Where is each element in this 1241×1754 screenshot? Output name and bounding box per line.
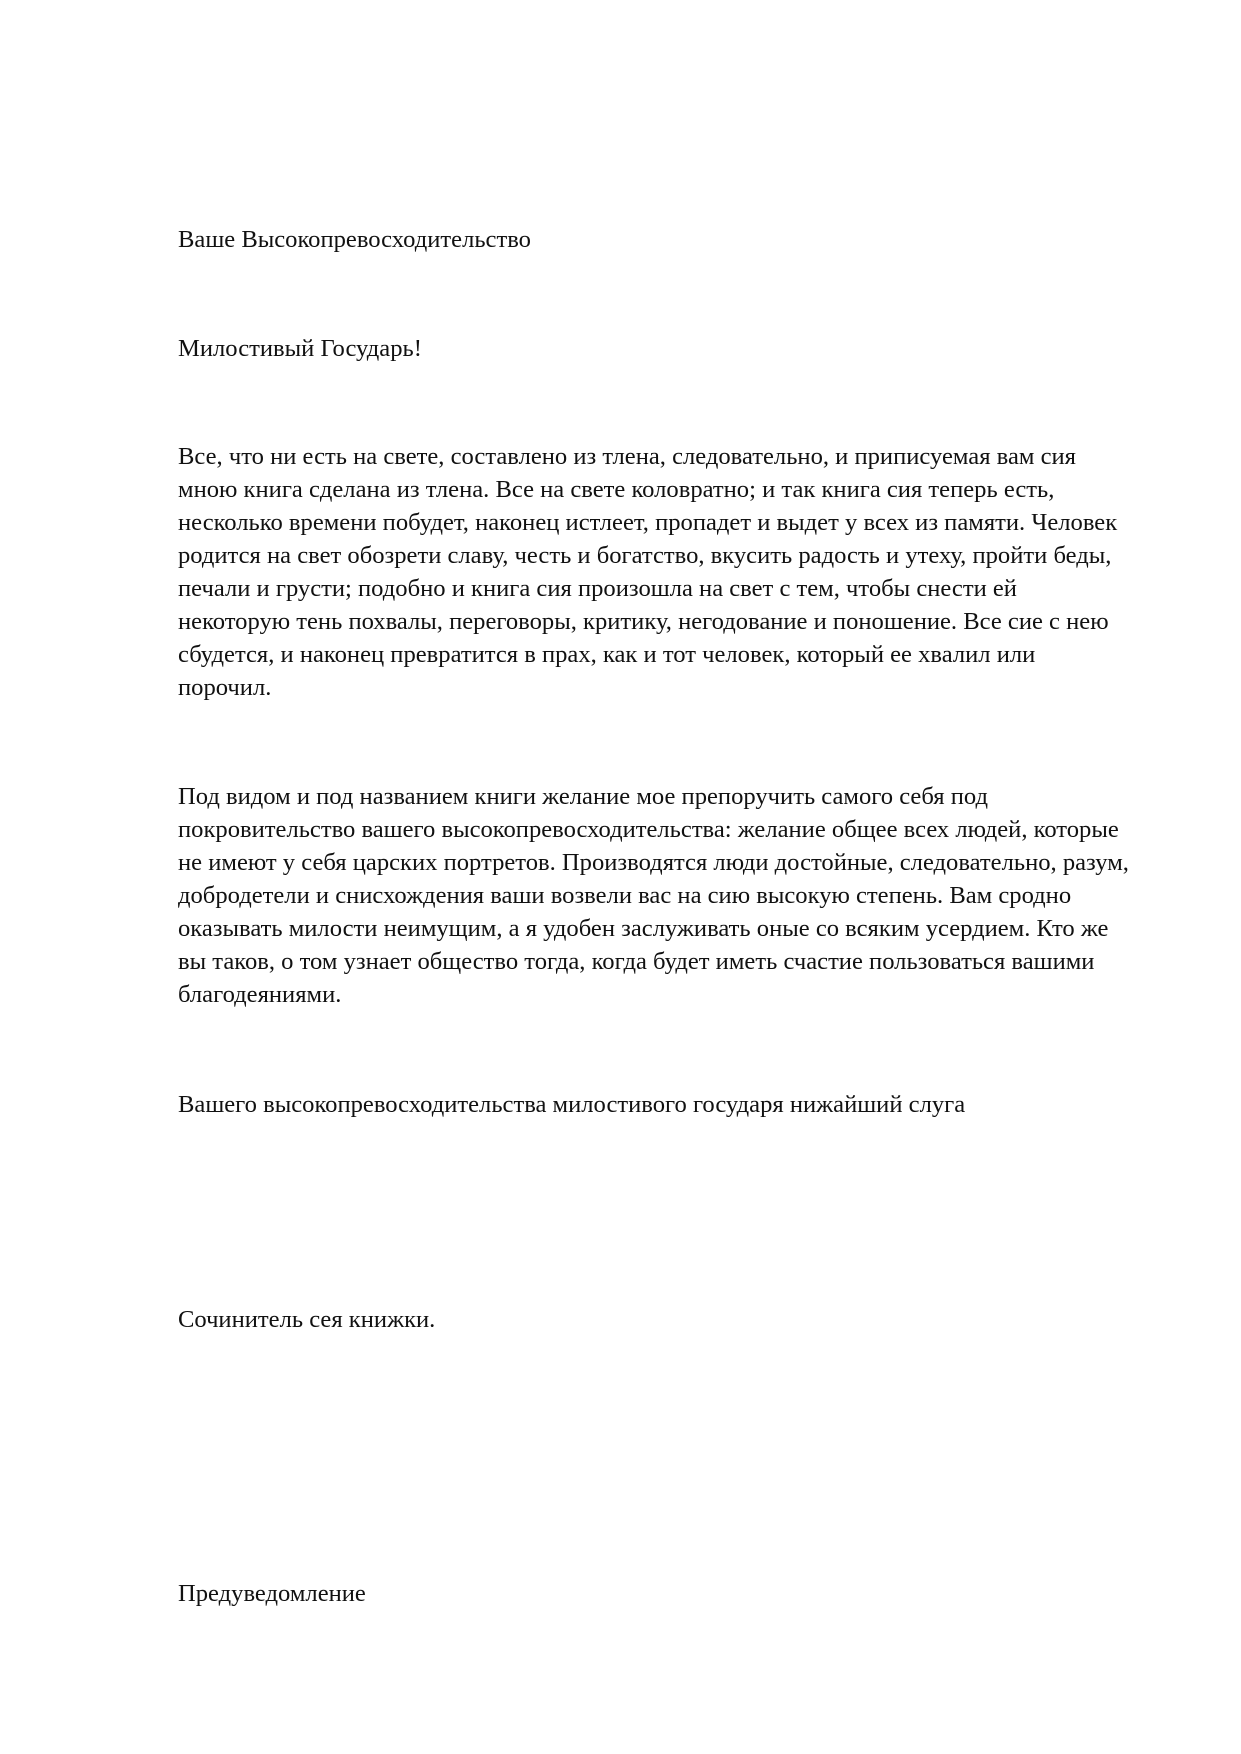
- paragraph-line: добродетели и снисхождения ваши возвели вас на сию высокую степень. Вам сродно: [178, 882, 1072, 909]
- paragraph-line: родится на свет обозрети славу, честь и богатство, вкусить радость и утеху, пройти беды,: [178, 542, 1112, 569]
- paragraph-2: [178, 780, 1178, 1011]
- closing-line: Вашего высокопревосходительства милостивого государя нижайший слуга: [178, 1091, 966, 1118]
- paragraph-line: не имеют у себя царских портретов. Производятся люди достойные, следовательно, разум,: [178, 849, 1129, 876]
- paragraph-line: некоторую тень похвалы, переговоры, критику, негодование и поношение. Все сие с нею: [178, 608, 1109, 635]
- paragraph-1: [178, 440, 1178, 704]
- paragraph-line: Все, что ни есть на свете, составлено из тлена, следовательно, и приписуемая вам сия: [178, 443, 1076, 470]
- paragraph-line: мною книга сделана из тлена. Все на свете коловратно; и так книга сия теперь есть,: [178, 476, 1055, 503]
- paragraph-line: вы таков, о том узнает общество тогда, когда будет иметь счастие пользоваться вашими: [178, 948, 1095, 975]
- paragraph-line: оказывать милости неимущим, а я удобен заслуживать оные со всяким усердием. Кто же: [178, 915, 1109, 942]
- paragraph-line: благодеяниями.: [178, 981, 342, 1008]
- paragraph-line: Под видом и под названием книги желание мое препоручить самого себя под: [178, 783, 988, 810]
- signature-line: Сочинитель сея книжки.: [178, 1306, 436, 1333]
- section-heading: Предуведомление: [178, 1580, 366, 1607]
- paragraph-line: печали и грусти; подобно и книга сия произошла на свет с тем, чтобы снести ей: [178, 575, 1017, 602]
- paragraph-line: порочил.: [178, 674, 272, 701]
- paragraph-line: несколько времени побудет, наконец истлеет, пропадет и выдет у всех из памяти. Человек: [178, 509, 1118, 536]
- paragraph-line: покровительство вашего высокопревосходительства: желание общее всех людей, которые: [178, 816, 1119, 843]
- salutation: Милостивый Государь!: [178, 335, 422, 362]
- address-line: Ваше Высокопревосходительство: [178, 226, 531, 253]
- paragraph-line: сбудется, и наконец превратится в прах, как и тот человек, который ее хвалил или: [178, 641, 1036, 668]
